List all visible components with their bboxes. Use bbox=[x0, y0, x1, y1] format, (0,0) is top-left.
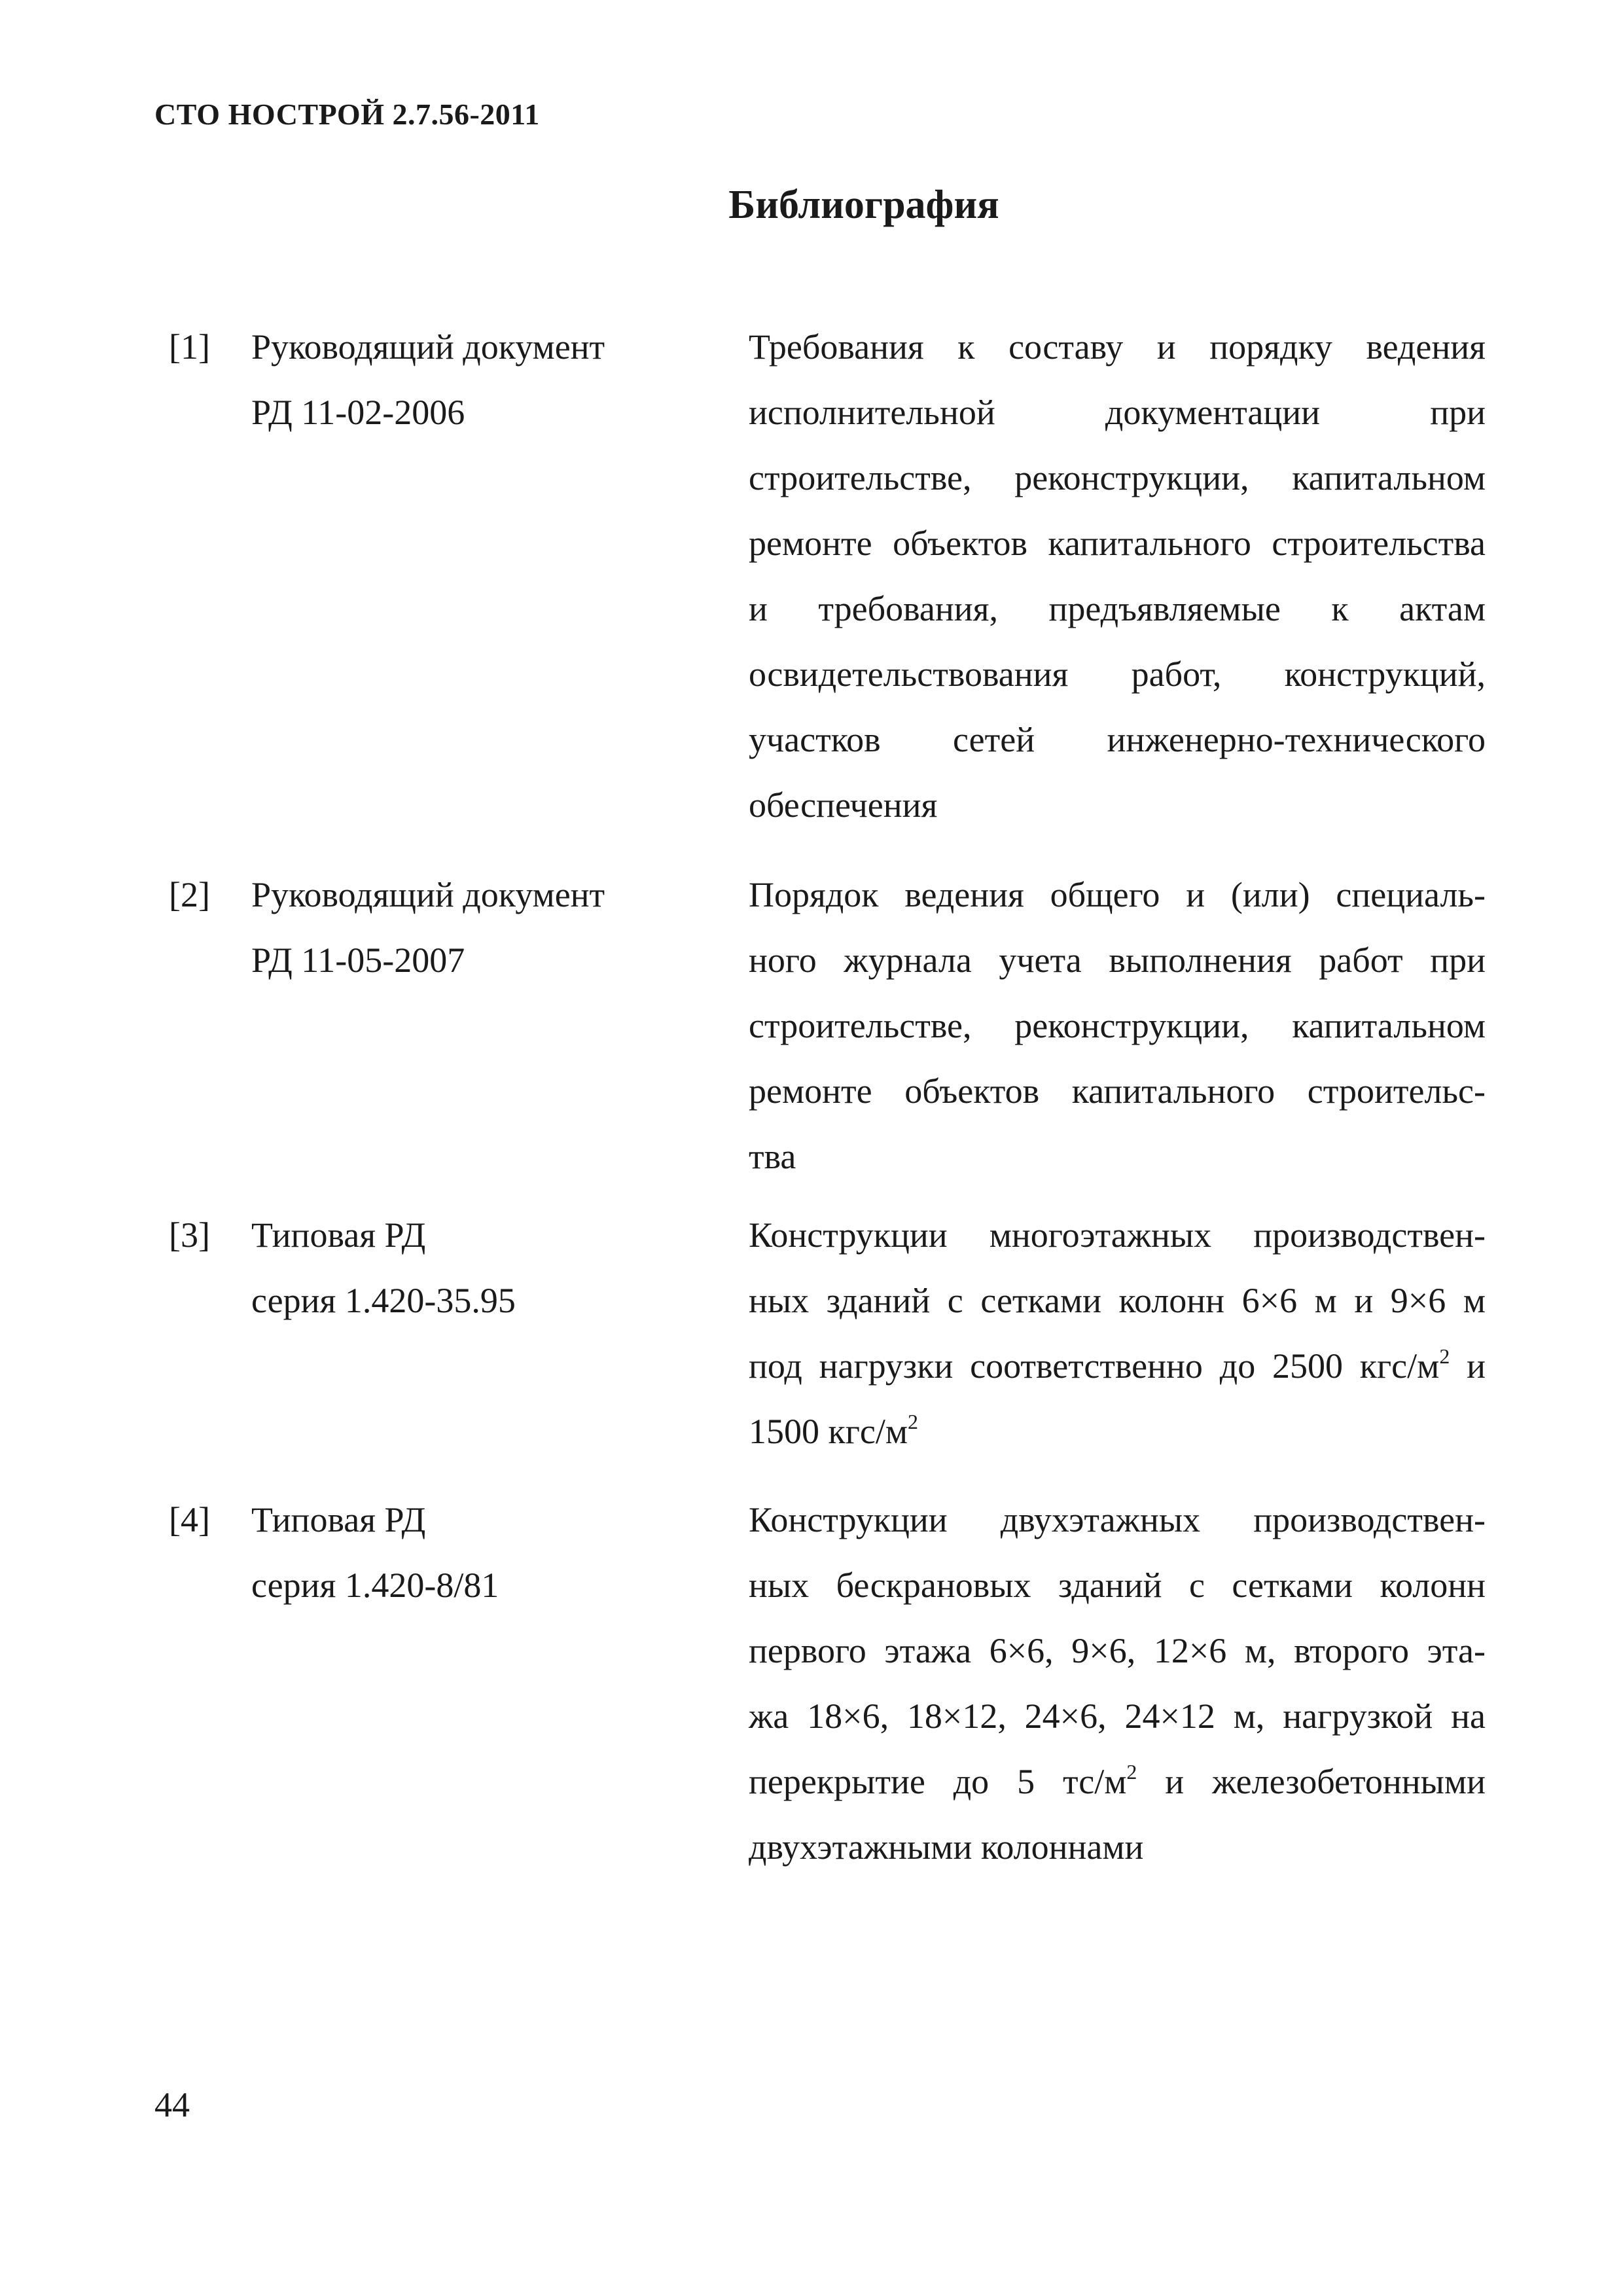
reference-source bbox=[251, 1487, 709, 1618]
desc-line: жа 18×6, 18×12, 24×6, 24×12 м, нагрузкой на bbox=[749, 1696, 1486, 1736]
source-line: Типовая РД bbox=[251, 1500, 426, 1539]
reference-source bbox=[251, 1202, 709, 1333]
source-line: Руководящий документ bbox=[251, 327, 605, 367]
reference-number: [1] bbox=[169, 327, 210, 367]
desc-line: обеспечения bbox=[749, 785, 938, 825]
document-code-header: СТО НОСТРОЙ 2.7.56-2011 bbox=[154, 98, 540, 131]
reference-description bbox=[749, 1487, 1486, 1880]
desc-line: ремонте объектов капитального строительства bbox=[749, 524, 1486, 563]
superscript: 2 bbox=[908, 1410, 919, 1433]
desc-line: ремонте объектов капитального строительс- bbox=[749, 1071, 1486, 1111]
superscript: 2 bbox=[1439, 1344, 1450, 1368]
desc-line: участков сетей инженерно-технического bbox=[749, 720, 1486, 759]
reference-number: [4] bbox=[169, 1500, 210, 1539]
desc-line: и требования, предъявляемые к актам bbox=[749, 589, 1486, 628]
desc-line: исполнительной документации при bbox=[749, 393, 1486, 432]
source-line: серия 1.420-8/81 bbox=[251, 1566, 499, 1605]
desc-line: двухэтажными колоннами bbox=[749, 1827, 1144, 1867]
desc-line: ного журнала учета выполнения работ при bbox=[749, 941, 1486, 980]
reference-description bbox=[749, 1202, 1486, 1464]
source-line: Типовая РД bbox=[251, 1215, 426, 1255]
desc-line bbox=[749, 1749, 1486, 1814]
desc-line-text: перекрытие до 5 тс/м bbox=[749, 1762, 1127, 1801]
source-line: серия 1.420-35.95 bbox=[251, 1281, 516, 1320]
desc-line: ных зданий с сетками колонн 6×6 м и 9×6 м bbox=[749, 1281, 1486, 1320]
desc-line-text: 1500 кгс/м bbox=[749, 1412, 908, 1451]
desc-line: тва bbox=[749, 1137, 796, 1176]
desc-line-tail: и bbox=[1467, 1346, 1486, 1386]
reference-number: [2] bbox=[169, 875, 210, 914]
reference-description bbox=[749, 862, 1486, 1189]
reference-source bbox=[251, 314, 709, 445]
desc-line-tail: и железобетонными bbox=[1165, 1762, 1486, 1801]
superscript: 2 bbox=[1126, 1760, 1137, 1784]
source-line: РД 11-02-2006 bbox=[251, 393, 465, 432]
page-number: 44 bbox=[154, 2085, 190, 2125]
desc-line: первого этажа 6×6, 9×6, 12×6 м, второго эта- bbox=[749, 1631, 1486, 1670]
desc-line: Порядок ведения общего и (или) специаль- bbox=[749, 875, 1486, 914]
desc-line bbox=[749, 1399, 1486, 1464]
desc-line: строительстве, реконструкции, капитальном bbox=[749, 1006, 1486, 1045]
source-line: Руководящий документ bbox=[251, 875, 605, 914]
page-title: Библиография bbox=[728, 183, 999, 227]
reference-description bbox=[749, 314, 1486, 838]
desc-line bbox=[749, 1333, 1486, 1399]
source-line: РД 11-05-2007 bbox=[251, 941, 465, 980]
desc-line: Конструкции двухэтажных производствен- bbox=[749, 1500, 1486, 1539]
desc-line: освидетельствования работ, конструкций, bbox=[749, 655, 1486, 694]
desc-line-text: под нагрузки соответственно до 2500 кгс/м bbox=[749, 1346, 1440, 1386]
desc-line: строительстве, реконструкции, капитальном bbox=[749, 458, 1486, 497]
desc-line: ных бескрановых зданий с сетками колонн bbox=[749, 1566, 1486, 1605]
desc-line: Конструкции многоэтажных производствен- bbox=[749, 1215, 1486, 1255]
desc-line: Требования к составу и порядку ведения bbox=[749, 327, 1486, 367]
reference-source bbox=[251, 862, 709, 993]
reference-number: [3] bbox=[169, 1215, 210, 1255]
